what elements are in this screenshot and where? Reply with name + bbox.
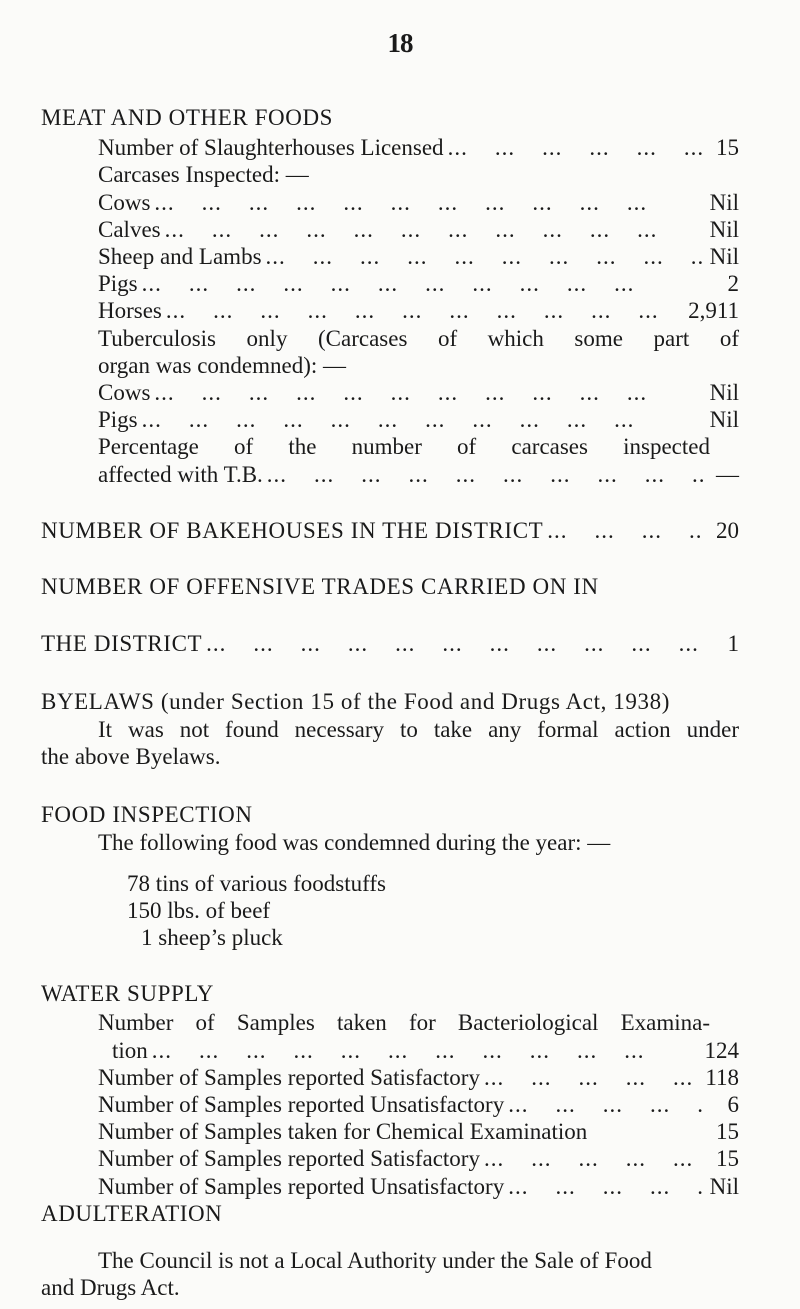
slaughterhouses-row [98, 135, 739, 161]
adulteration-text: and Drugs Act. [41, 1275, 180, 1300]
carcases-row [98, 217, 739, 243]
row-value: 124 [704, 1038, 739, 1063]
row-label: affected with T.B. [98, 462, 263, 487]
carcases-row [98, 271, 739, 297]
leader-dots [162, 298, 682, 324]
percentage-line: Percentage of the number of carcases inspected [98, 434, 710, 459]
water-row [98, 1065, 739, 1091]
carcases-row [98, 190, 739, 216]
leader-dots [150, 380, 703, 406]
row-value: 15 [716, 135, 739, 160]
row-value: 1 [727, 631, 739, 656]
row-label: Horses [98, 298, 162, 323]
offensive-trades-heading: NUMBER OF OFFENSIVE TRADES CARRIED ON IN [41, 574, 599, 599]
leader-dots [138, 407, 703, 433]
leader-dots [504, 1092, 703, 1118]
leader-dots [444, 135, 703, 161]
tb-row [98, 407, 739, 433]
row-value: — [716, 462, 739, 487]
row-label: Number of Samples taken for Chemical Examination [98, 1119, 588, 1144]
food-intro: The following food was condemned during the year: — [98, 830, 611, 855]
row-label: Pigs [98, 407, 138, 432]
leader-dots [480, 1146, 703, 1172]
leader-dots [543, 518, 703, 544]
byelaws-text: the above Byelaws. [41, 744, 221, 769]
water-row [98, 1092, 739, 1118]
adulteration-heading: ADULTERATION [41, 1201, 223, 1226]
row-value: 118 [705, 1065, 739, 1090]
leader-dots [148, 1038, 699, 1064]
tb-heading-line: organ was condemned): — [98, 353, 347, 378]
leader-dots [161, 217, 703, 243]
row-label: Cows [98, 190, 151, 215]
row-value: 15 [716, 1146, 739, 1171]
food-item: 1 sheep’s pluck [141, 925, 283, 950]
row-value: 2,911 [688, 298, 739, 323]
byelaws-heading: BYELAWS (under Section 15 of the Food and Drugs Act, 1938) [41, 689, 670, 714]
adulteration-text: The Council is not a Local Authority under the Sale of Food [98, 1248, 652, 1273]
leader-dots [202, 631, 703, 657]
row-value: Nil [709, 244, 739, 269]
food-item: 78 tins of various foodstuffs [127, 871, 386, 896]
food-item: 150 lbs. of beef [127, 898, 271, 923]
row-label: Number of Slaughterhouses Licensed [98, 135, 444, 160]
water-supply-heading: WATER SUPPLY [41, 981, 214, 1006]
row-value: Nil [709, 190, 739, 215]
page-number: 18 [387, 28, 413, 58]
row-label: tion [112, 1038, 148, 1063]
row-label: THE DISTRICT [41, 631, 203, 656]
byelaws-text: It was not found necessary to take any formal action under [98, 717, 739, 742]
row-label: Pigs [98, 271, 138, 296]
row-value: Nil [709, 217, 739, 242]
row-label: Number of Samples reported Unsatisfactory [98, 1174, 505, 1199]
carcases-row [98, 244, 739, 270]
water-row [98, 1174, 739, 1200]
row-value: 2 [727, 271, 739, 296]
leader-dots [262, 244, 703, 270]
tb-heading-line: Tuberculosis only (Carcases of which some part of [98, 326, 739, 351]
row-label: Number of Samples reported Unsatisfactory [98, 1092, 505, 1117]
row-value: 20 [716, 518, 739, 543]
water-row [98, 1146, 739, 1172]
row-label: Sheep and Lambs [98, 244, 262, 269]
leader-dots [480, 1065, 699, 1091]
row-value: Nil [709, 407, 739, 432]
bakehouses-row [41, 518, 739, 544]
row-label: Calves [98, 217, 161, 242]
leader-dots [504, 1174, 703, 1200]
water-line: Number of Samples taken for Bacteriological Examina- [98, 1010, 710, 1035]
water-row [98, 1119, 739, 1145]
row-value: Nil [709, 380, 739, 405]
row-label: Cows [98, 380, 151, 405]
row-value: 6 [727, 1092, 739, 1117]
leader-dots [150, 190, 703, 216]
carcases-label: Carcases Inspected: — [98, 162, 309, 187]
row-label: Number of Samples reported Satisfactory [98, 1146, 480, 1171]
leader-dots [263, 462, 703, 488]
food-inspection-heading: FOOD INSPECTION [41, 802, 253, 827]
water-row [98, 1038, 739, 1064]
section-heading-meat: MEAT AND OTHER FOODS [41, 105, 334, 130]
row-value: 15 [716, 1119, 739, 1144]
tb-row [98, 380, 739, 406]
carcases-row [98, 298, 739, 324]
percentage-row [98, 462, 739, 488]
offensive-trades-row [41, 631, 739, 657]
row-label: NUMBER OF BAKEHOUSES IN THE DISTRICT [41, 518, 544, 543]
row-label: Number of Samples reported Satisfactory [98, 1065, 480, 1090]
row-value: Nil [709, 1174, 739, 1199]
leader-dots [138, 271, 703, 297]
